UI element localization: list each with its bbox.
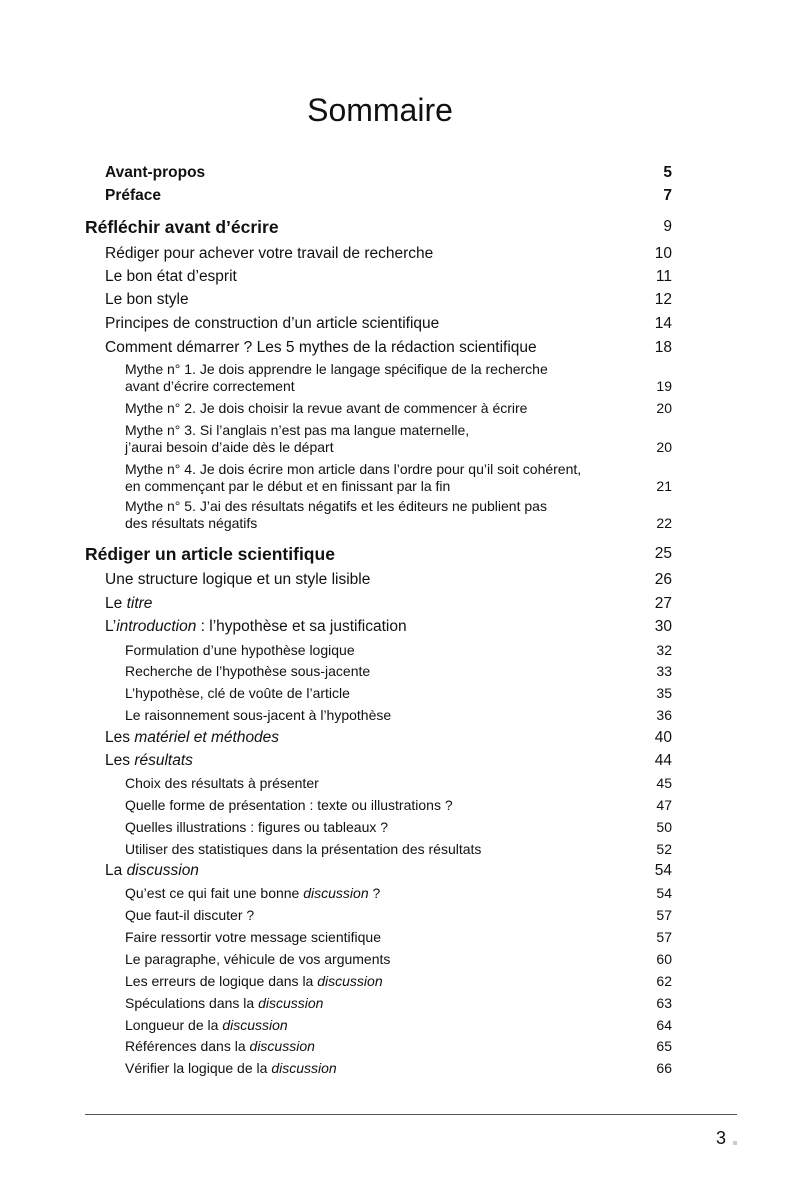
entry-title-segment: Utiliser des statistiques dans la présentation des résultats: [125, 840, 482, 857]
entry-page-number: 26: [654, 571, 672, 588]
entry-page-number: 25: [654, 545, 672, 562]
toc-part-entry[interactable]: [0, 217, 672, 237]
toc-entry[interactable]: [0, 819, 672, 836]
entry-title: [125, 1060, 337, 1077]
entry-page-number: 14: [654, 315, 672, 332]
entry-page-number: 57: [656, 928, 672, 945]
entry-title-segment: L’hypothèse, clé de voûte de l’article: [125, 684, 350, 701]
entry-title: [125, 951, 390, 968]
entry-title-segment: Les: [105, 752, 135, 769]
toc-entry[interactable]: [0, 422, 672, 455]
entry-page-number: 63: [656, 994, 672, 1011]
entry-title-italic: discussion: [271, 1059, 337, 1076]
toc-entry[interactable]: [0, 291, 672, 309]
toc-entry[interactable]: [0, 729, 672, 747]
entry-title: [125, 907, 254, 924]
toc-entry[interactable]: [0, 187, 672, 205]
entry-title-segment: Le bon état d’esprit: [105, 268, 237, 285]
entry-title: [125, 685, 350, 702]
toc-entry[interactable]: [0, 775, 672, 792]
entry-title-segment: Références dans la: [125, 1037, 250, 1054]
entry-title-segment: Que faut-il discuter ?: [125, 906, 255, 923]
entry-title: [125, 361, 548, 394]
entry-title: [105, 752, 193, 770]
entry-title: [125, 1038, 315, 1055]
entry-title: [105, 618, 407, 636]
entry-title-italic: titre: [126, 595, 153, 612]
entry-title: [105, 315, 439, 333]
entry-title-segment: Les erreurs de logique dans la: [125, 972, 318, 989]
entry-page-number: 12: [654, 291, 672, 308]
toc-entry[interactable]: [0, 885, 672, 902]
entry-title: [125, 642, 355, 659]
entry-page-number: 60: [656, 950, 672, 967]
entry-title: [105, 268, 237, 286]
entry-page-number: 54: [654, 862, 672, 879]
entry-title: [125, 973, 383, 990]
entry-title-segment: Préface: [105, 187, 162, 204]
entry-title: [125, 995, 323, 1012]
entry-title-segment: Réfléchir avant d’écrire: [85, 217, 279, 237]
entry-title: [125, 1017, 288, 1034]
entry-title: [125, 775, 319, 792]
entry-title-italic: discussion: [126, 862, 199, 879]
entry-title: [105, 339, 537, 357]
entry-title-segment: Mythe n° 5. J’ai des résultats négatifs et les éditeurs ne publient pas des résultats négatifs: [125, 498, 547, 531]
entry-title-segment: Le: [105, 595, 127, 612]
entry-title-segment: ?: [368, 884, 381, 901]
page-number: 3: [716, 1128, 727, 1148]
entry-title-italic: discussion: [317, 972, 383, 989]
entry-title-segment: Le paragraphe, véhicule de vos arguments: [125, 950, 391, 967]
entry-page-number: 33: [656, 662, 672, 679]
entry-page-number: 64: [656, 1016, 672, 1033]
entry-page-number: 44: [654, 752, 672, 769]
page-marker: [733, 1141, 737, 1145]
entry-title-segment: Une structure logique et un style lisible: [105, 571, 371, 588]
toc-entry[interactable]: [0, 1060, 672, 1077]
entry-page-number: 36: [656, 706, 672, 723]
entry-title: [85, 544, 335, 564]
toc-entry[interactable]: [0, 339, 672, 357]
entry-title: [105, 729, 279, 747]
entry-page-number: 22: [656, 514, 672, 531]
entry-page-number: 10: [654, 245, 672, 262]
entry-page-number: 32: [656, 641, 672, 658]
entry-page-number: 47: [656, 796, 672, 813]
entry-title: [125, 841, 481, 858]
entry-title-segment: Quelle forme de présentation : texte ou illustrations ?: [125, 796, 453, 813]
entry-title-segment: Faire ressortir votre message scientifique: [125, 928, 381, 945]
entry-title: [105, 291, 189, 309]
entry-title: [105, 187, 161, 205]
entry-title-segment: Avant-propos: [105, 164, 206, 181]
entry-page-number: 30: [654, 618, 672, 635]
toc-entry[interactable]: [0, 315, 672, 333]
entry-title: [125, 498, 547, 531]
toc-entry[interactable]: [0, 268, 672, 286]
entry-title: [125, 663, 370, 680]
entry-title-italic: matériel et méthodes: [134, 729, 280, 746]
entry-page-number: 20: [656, 399, 672, 416]
toc-entry[interactable]: [0, 400, 672, 417]
entry-title: [105, 862, 199, 880]
toc-entry[interactable]: [0, 841, 672, 858]
entry-title-segment: Choix des résultats à présenter: [125, 774, 319, 791]
entry-page-number: 18: [654, 339, 672, 356]
toc-entry[interactable]: [0, 595, 672, 613]
entry-title-segment: Recherche de l’hypothèse sous-jacente: [125, 662, 371, 679]
toc-entry[interactable]: [0, 862, 672, 880]
entry-title-segment: Qu’est ce qui fait une bonne: [125, 884, 304, 901]
entry-title-segment: Mythe n° 2. Je dois choisir la revue avant de commencer à écrire: [125, 399, 528, 416]
toc-entry[interactable]: [0, 907, 672, 924]
toc-entry[interactable]: [0, 663, 672, 680]
toc-entry[interactable]: [0, 498, 672, 531]
entry-title-segment: Principes de construction d’un article scientifique: [105, 315, 440, 332]
entry-title-italic: discussion: [222, 1016, 288, 1033]
entry-title: [125, 929, 381, 946]
toc-entry[interactable]: [0, 164, 672, 182]
toc-entry[interactable]: [0, 571, 672, 589]
toc-entry[interactable]: [0, 929, 672, 946]
toc-entry[interactable]: [0, 361, 672, 394]
toc-entry[interactable]: [0, 685, 672, 702]
page-title: Sommaire: [307, 92, 453, 128]
entry-title-segment: Le bon style: [105, 291, 189, 308]
entry-title-italic: discussion: [249, 1037, 315, 1054]
entry-page-number: 54: [656, 884, 672, 901]
entry-page-number: 7: [663, 187, 672, 204]
entry-page-number: 35: [656, 684, 672, 701]
entry-page-number: 5: [663, 164, 672, 181]
entry-title-segment: Les: [105, 729, 135, 746]
toc-entry[interactable]: [0, 752, 672, 770]
entry-title-segment: Le raisonnement sous-jacent à l’hypothèse: [125, 706, 392, 723]
entry-page-number: 45: [656, 774, 672, 791]
toc-entry[interactable]: [0, 995, 672, 1012]
entry-title-segment: Mythe n° 3. Si l’anglais n’est pas ma langue maternelle, j’aurai besoin d’aide dès le départ: [125, 422, 470, 455]
entry-page-number: 27: [654, 595, 672, 612]
entry-title: [125, 400, 527, 417]
entry-page-number: 65: [656, 1037, 672, 1054]
toc-entry[interactable]: [0, 1017, 672, 1034]
entry-title: [125, 797, 453, 814]
entry-page-number: 57: [656, 906, 672, 923]
entry-title-segment: Longueur de la: [125, 1016, 223, 1033]
entry-title-segment: Rédiger un article scientifique: [85, 544, 335, 564]
entry-title: [105, 595, 152, 613]
entry-title-segment: Spéculations dans la: [125, 994, 259, 1011]
entry-title: [105, 571, 370, 589]
entry-title-segment: Quelles illustrations : figures ou tableaux ?: [125, 818, 389, 835]
toc-entry[interactable]: [0, 618, 672, 636]
entry-page-number: 66: [656, 1059, 672, 1076]
entry-title-segment: Mythe n° 1. Je dois apprendre le langage spécifique de la recherche avant d’écrire correctement: [125, 361, 548, 394]
toc-entry[interactable]: [0, 1038, 672, 1055]
toc-entry[interactable]: [0, 973, 672, 990]
entry-title: [105, 164, 205, 182]
entry-title-italic: discussion: [258, 994, 324, 1011]
entry-title-italic: discussion: [303, 884, 369, 901]
entry-page-number: 52: [656, 840, 672, 857]
entry-title-italic: résultats: [134, 752, 193, 769]
entry-page-number: 19: [656, 377, 672, 394]
entry-page-number: 21: [656, 477, 672, 494]
entry-page-number: 50: [656, 818, 672, 835]
toc-entry[interactable]: [0, 642, 672, 659]
toc-entry[interactable]: [0, 797, 672, 814]
entry-title-segment: Vérifier la logique de la: [125, 1059, 272, 1076]
entry-page-number: 40: [654, 729, 672, 746]
entry-title-segment: La: [105, 862, 127, 879]
toc-entry[interactable]: [0, 461, 672, 494]
entry-title-segment: Comment démarrer ? Les 5 mythes de la rédaction scientifique: [105, 339, 537, 356]
entry-title-segment: Formulation d’une hypothèse logique: [125, 641, 355, 658]
entry-title-segment: L’: [105, 618, 117, 635]
toc-entry[interactable]: [0, 951, 672, 968]
footer-rule: [85, 1114, 737, 1115]
entry-title: [125, 707, 391, 724]
entry-title: [85, 217, 279, 237]
entry-title: [125, 461, 581, 494]
toc-entry[interactable]: [0, 707, 672, 724]
entry-title: [105, 245, 433, 263]
entry-title: [125, 819, 388, 836]
entry-title: [125, 885, 380, 902]
entry-title-segment: Mythe n° 4. Je dois écrire mon article dans l’ordre pour qu’il soit cohérent, en commençant par le début et en finissant par la fin: [125, 461, 582, 494]
entry-title-segment: : l’hypothèse et sa justification: [196, 618, 407, 635]
entry-page-number: 11: [655, 268, 672, 285]
entry-page-number: 20: [656, 438, 672, 455]
entry-title-italic: introduction: [116, 618, 197, 635]
toc-entry[interactable]: [0, 245, 672, 263]
entry-title-segment: Rédiger pour achever votre travail de recherche: [105, 245, 434, 262]
entry-page-number: 62: [656, 972, 672, 989]
toc-part-entry[interactable]: [0, 544, 672, 564]
entry-page-number: 9: [663, 218, 672, 235]
entry-title: [125, 422, 469, 455]
